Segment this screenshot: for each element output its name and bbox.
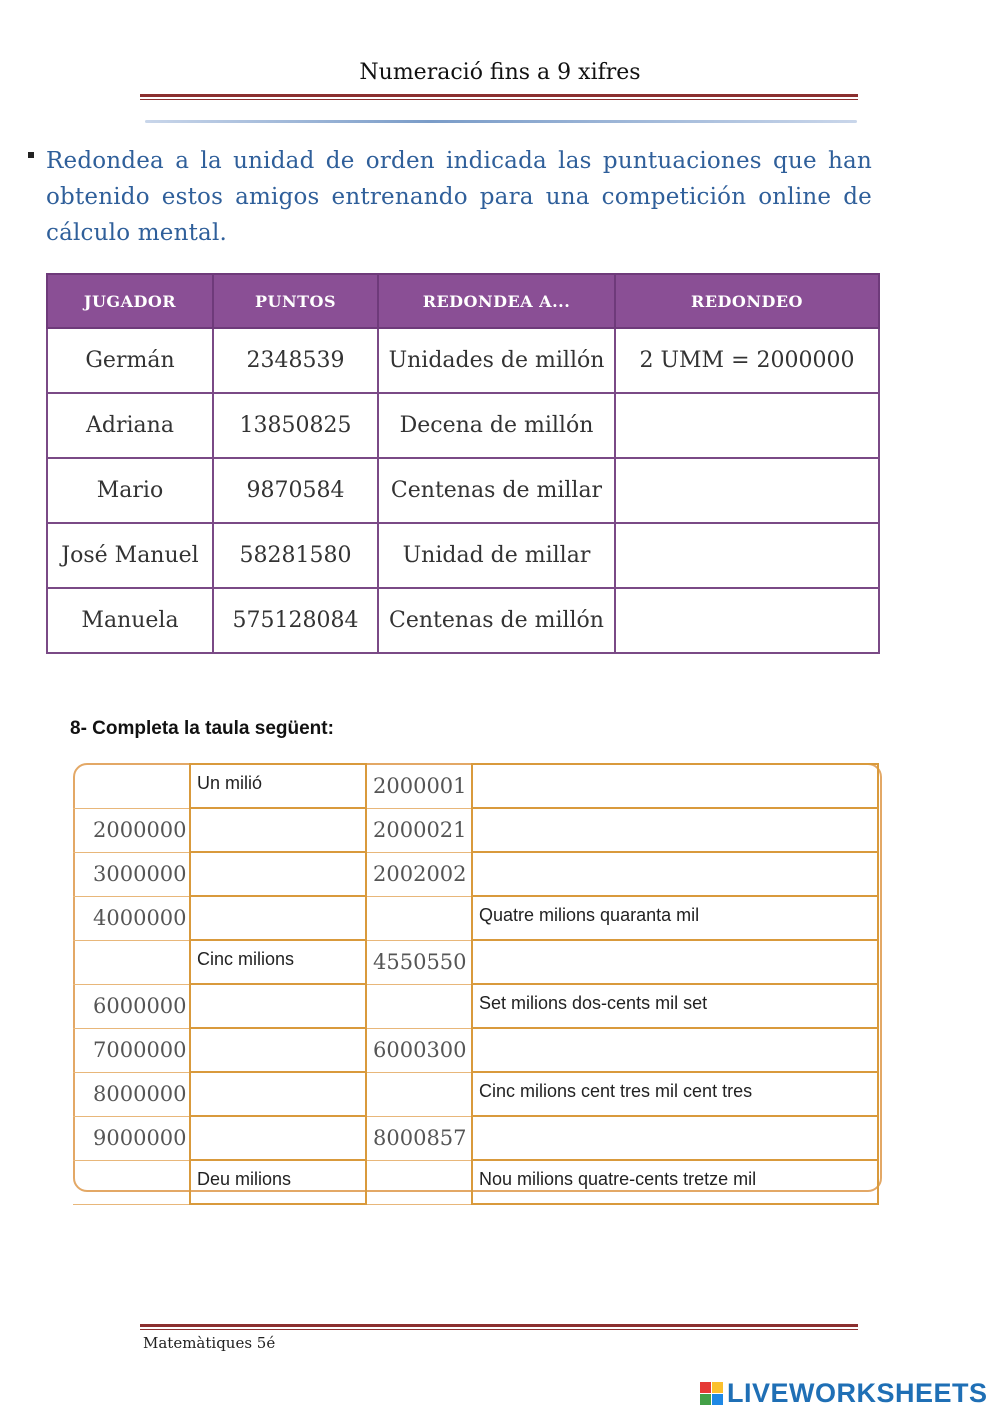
round-to: Centenas de millar: [378, 458, 615, 523]
rounding-answer-field[interactable]: [615, 393, 879, 458]
cell-text: 2002002: [373, 862, 467, 886]
footer-divider: [140, 1324, 858, 1327]
words-cell: [190, 764, 366, 808]
cell-text: Deu milions: [197, 1168, 292, 1189]
brand-square: [700, 1394, 711, 1405]
brand-square: [712, 1394, 723, 1405]
words-cell-field[interactable]: [472, 764, 878, 808]
header-puntos: PUNTOS: [213, 274, 378, 328]
words-cell-field[interactable]: [190, 1028, 366, 1072]
brand-name: LIVEWORKSHEETS: [727, 1377, 988, 1408]
number-cell-field[interactable]: [73, 940, 190, 984]
round-to: Centenas de millón: [378, 588, 615, 653]
rounding-answer-field[interactable]: [615, 588, 879, 653]
footer-subject: Matemàtiques 5é: [143, 1334, 276, 1352]
number-cell-field[interactable]: [366, 1160, 472, 1204]
number-cell-field[interactable]: [366, 984, 472, 1028]
cell-text: Nou milions quatre-cents tretze mil: [479, 1168, 757, 1189]
number-cell: [366, 764, 472, 808]
cell-text: 8000857: [373, 1126, 467, 1150]
words-cell-field[interactable]: [472, 940, 878, 984]
question-8-title: 8- Completa la taula següent:: [70, 718, 334, 739]
brand-square: [712, 1382, 723, 1393]
rounding-answer-field[interactable]: [615, 458, 879, 523]
words-cell-field[interactable]: [190, 1072, 366, 1116]
player-points: 58281580: [213, 523, 378, 588]
player-points: 575128084: [213, 588, 378, 653]
table-row: [73, 764, 878, 808]
cell-text: 9000000: [93, 1126, 187, 1150]
words-cell-field[interactable]: [472, 1028, 878, 1072]
table-row: [73, 1160, 878, 1204]
round-to: Unidades de millón: [378, 328, 615, 393]
number-cell-field[interactable]: [366, 1072, 472, 1116]
player-points: 2348539: [213, 328, 378, 393]
table-row: [73, 984, 878, 1028]
number-cell: [73, 1028, 190, 1072]
cell-text: 7000000: [93, 1038, 187, 1062]
player-name: Germán: [47, 328, 213, 393]
rounding-answer-field[interactable]: [615, 523, 879, 588]
rounding-table-header: [47, 274, 879, 328]
cell-text: 4000000: [93, 906, 187, 930]
brand-logo: [700, 1378, 988, 1408]
number-cell: [73, 808, 190, 852]
words-cell-field[interactable]: [472, 808, 878, 852]
bullet-icon: [28, 152, 34, 158]
number-cell-field[interactable]: [73, 764, 190, 808]
table-row: [47, 393, 879, 458]
words-cell: [472, 896, 878, 940]
table-row: [47, 588, 879, 653]
number-cell: [73, 896, 190, 940]
words-cell-field[interactable]: [472, 852, 878, 896]
words-cell-field[interactable]: [190, 896, 366, 940]
player-points: 9870584: [213, 458, 378, 523]
cell-text: 8000000: [93, 1082, 187, 1106]
header-jugador: JUGADOR: [47, 274, 213, 328]
words-cell-field[interactable]: [190, 808, 366, 852]
number-cell: [73, 984, 190, 1028]
table-row: [73, 852, 878, 896]
player-name: Mario: [47, 458, 213, 523]
number-cell: [366, 1116, 472, 1160]
number-cell: [366, 940, 472, 984]
footer-divider-thin: [140, 1329, 858, 1330]
cell-text: 2000001: [373, 773, 467, 798]
table-row: [73, 1028, 878, 1072]
words-cell: [190, 940, 366, 984]
cell-text: Cinc milions cent tres mil cent tres: [479, 1080, 753, 1101]
cell-text: 2000021: [373, 818, 467, 842]
cell-text: 3000000: [93, 862, 187, 886]
words-cell: [472, 984, 878, 1028]
brand-square: [700, 1382, 711, 1393]
table-row: [73, 1116, 878, 1160]
cell-text: Set milions dos-cents mil set: [479, 992, 708, 1013]
header-divider-thin: [140, 99, 858, 100]
number-cell-field[interactable]: [366, 896, 472, 940]
number-cell: [73, 1072, 190, 1116]
number-words-table: [73, 763, 879, 1205]
number-cell: [73, 852, 190, 896]
words-cell: [472, 1072, 878, 1116]
cell-text: 4550550: [373, 950, 467, 974]
player-name: Manuela: [47, 588, 213, 653]
player-name: Adriana: [47, 393, 213, 458]
words-cell-field[interactable]: [190, 1116, 366, 1160]
words-cell: [472, 1160, 878, 1204]
exercise-instruction: Redondea a la unidad de orden indicada las puntuaciones que han obtenido estos amigos entrenando para una competición online de cálculo mental.: [46, 148, 872, 246]
rounding-table: [46, 273, 880, 654]
player-name: José Manuel: [47, 523, 213, 588]
header-divider: [140, 94, 858, 97]
cell-text: 6000000: [93, 994, 187, 1018]
table-row: [47, 458, 879, 523]
header-redondea: REDONDEA A...: [378, 274, 615, 328]
cell-text: Un milió: [197, 772, 263, 793]
words-cell: [190, 1160, 366, 1204]
cell-text: 6000300: [373, 1038, 467, 1062]
page-title: Numeració fins a 9 xifres: [359, 60, 641, 85]
player-points: 13850825: [213, 393, 378, 458]
words-cell-field[interactable]: [472, 1116, 878, 1160]
rounding-answer: 2 UMM = 2000000: [615, 328, 879, 393]
number-cell: [73, 1116, 190, 1160]
round-to: Unidad de millar: [378, 523, 615, 588]
brand-mark-icon: [700, 1382, 723, 1405]
words-cell-field[interactable]: [190, 984, 366, 1028]
number-cell-field[interactable]: [73, 1160, 190, 1204]
number-cell: [366, 808, 472, 852]
number-cell: [366, 852, 472, 896]
number-cell: [366, 1028, 472, 1072]
words-cell-field[interactable]: [190, 852, 366, 896]
table-row: [73, 896, 878, 940]
table-row: [73, 808, 878, 852]
cell-text: Cinc milions: [197, 948, 295, 969]
header-redondeo: REDONDEO: [615, 274, 879, 328]
table-row: [47, 328, 879, 393]
cell-text: Quatre milions quaranta mil: [479, 904, 700, 925]
table-row: [73, 1072, 878, 1116]
cell-text: 2000000: [93, 818, 187, 842]
table-row: [73, 940, 878, 984]
table-row: [47, 523, 879, 588]
round-to: Decena de millón: [378, 393, 615, 458]
decorative-blue-rule: [145, 120, 857, 123]
